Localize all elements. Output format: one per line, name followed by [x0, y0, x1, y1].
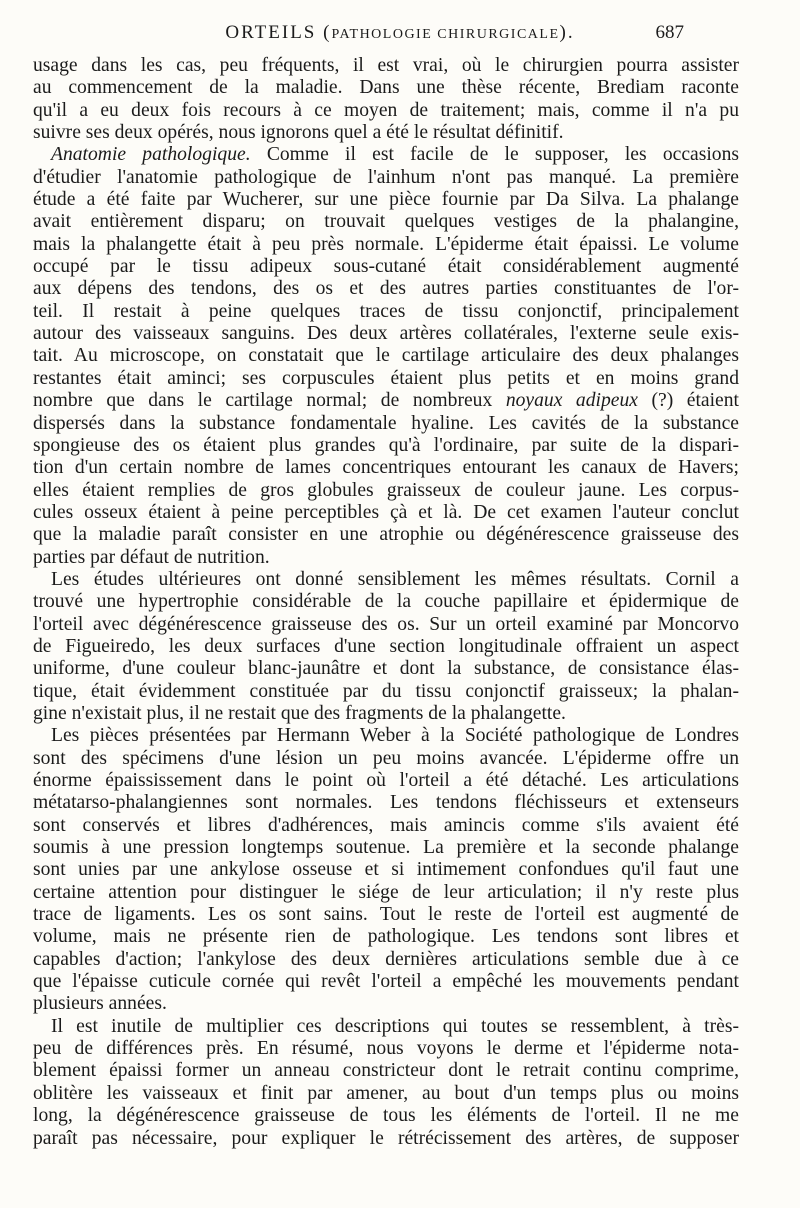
text-line: trouvé une hypertrophie considérable de la couche papillaire et épidermique de: [33, 591, 739, 613]
title-end: ).: [559, 22, 575, 43]
section-heading-line: [33, 144, 739, 166]
text-line: suivre ses deux opérés, nous ignorons quel a été le résultat définitif.: [33, 122, 564, 144]
body-text: [33, 55, 739, 1150]
text-line: certaine attention pour distinguer le siége de leur articulation; il n'y reste plus: [33, 881, 739, 903]
section-heading: Anatomie pathologique.: [51, 144, 251, 166]
text-line: Les études ultérieures ont donné sensiblement les mêmes résultats. Cornil a: [51, 568, 739, 590]
text-line: volume, mais ne présente rien de pathologique. Les tendons sont libres et: [33, 926, 739, 948]
text-line: qu'il a eu deux fois recours à ce moyen de traitement; mais, comme il n'a pu: [33, 99, 739, 121]
running-header: [0, 22, 800, 48]
text-line: de Figueiredo, les deux surfaces d'une section longitudinale offraient un aspect: [33, 635, 739, 657]
text-line: plusieurs années.: [33, 993, 167, 1015]
text-line: occupé par le tissu adipeux sous-cutané était considérablement augmenté: [33, 256, 739, 278]
text-line: capables d'action; l'ankylose des deux dernières articulations semble due à ce: [33, 948, 739, 970]
text-line: parties par défaut de nutrition.: [33, 546, 270, 568]
text-line: elles étaient remplies de gros globules graisseux de couleur jaune. Les corpus-: [33, 479, 739, 501]
text-line: nombre que dans le cartilage normal; de nombreux noyaux adipeux (?) étaient: [33, 390, 739, 412]
title-sub: PATHOLOGIE CHIRURGICALE: [331, 27, 560, 42]
text-line: uniforme, d'une couleur blanc-jaunâtre et dont la substance, de consistance élas-: [33, 658, 739, 680]
text-line: gine n'existait plus, il ne restait que des fragments de la phalangette.: [33, 702, 566, 724]
text-line: l'orteil avec dégénérescence graisseuse des os. Sur un orteil examiné par Moncorvo: [33, 613, 739, 635]
text-line: usage dans les cas, peu fréquents, il est vrai, où le chirurgien pourra assister: [33, 55, 739, 76]
text-line: mais la phalangette était à peu près normale. L'épiderme était épaissi. Le volume: [33, 233, 739, 255]
text-line: que l'épaisse cuticule cornée qui revêt l'orteil a empêché les mouvements pendant: [33, 971, 739, 993]
text-line: autour des vaisseaux sanguins. Des deux artères collatérales, l'externe seule exis-: [33, 323, 739, 345]
text-line: étude a été faite par Wucherer, sur une pièce fournie par Da Silva. La phalange: [33, 189, 739, 211]
text-line: que la maladie paraît consister en une atrophie ou dégénérescence graisseuse des: [33, 524, 739, 546]
text-line: oblitère les vaisseaux et finit par amener, au bout d'un temps plus ou moins: [33, 1082, 739, 1104]
text-line: cules osseux étaient à peine perceptibles çà et là. De cet examen l'auteur conclut: [33, 501, 739, 523]
text-line: au commencement de la maladie. Dans une thèse récente, Brediam raconte: [33, 77, 739, 99]
text-line: restantes était aminci; ses corpuscules étaient plus petits et en moins grand: [33, 367, 739, 389]
text-line: sont conservés et libres d'adhérences, mais amincis comme s'ils avaient été: [33, 814, 739, 836]
text-line: métatarso-phalangiennes sont normales. Les tendons fléchisseurs et extenseurs: [33, 792, 739, 814]
text-line: long, la dégénérescence graisseuse de tous les éléments de l'orteil. Il ne me: [33, 1105, 739, 1127]
text-line: sont des spécimens d'une lésion un peu moins avancée. L'épiderme offre un: [33, 747, 739, 769]
text-line: soumis à une pression longtemps soutenue. La première et la seconde phalange: [33, 837, 739, 859]
text-line: tique, était évidemment constituée par du tissu conjonctif graisseux; la phalan-: [33, 680, 739, 702]
page-number: 687: [655, 22, 684, 43]
text-line: Il est inutile de multiplier ces descriptions qui toutes se ressemblent, à très-: [51, 1015, 739, 1037]
text-line: sont unies par une ankylose osseuse et si intimement confondues qu'il faut une: [33, 859, 739, 881]
text-line: spongieuse des os étaient plus grandes qu'à l'ordinaire, par suite de la dispari-: [33, 434, 739, 456]
text-line: peu de différences près. En résumé, nous voyons le derme et l'épiderme nota-: [33, 1038, 739, 1060]
text-line: paraît pas nécessaire, pour expliquer le rétrécissement des artères, de supposer: [33, 1127, 739, 1149]
text-line: tait. Au microscope, on constatait que le cartilage articulaire des deux phalanges: [33, 345, 739, 367]
text-line: avait entièrement disparu; on trouvait quelques vestiges de la phalangine,: [33, 211, 739, 233]
text-line: énorme épaississement dans le point où l'orteil a été détaché. Les articulations: [33, 770, 739, 791]
text-line: d'étudier l'anatomie pathologique de l'ainhum n'ont pas manqué. La première: [33, 166, 739, 188]
text-line: blement épaissi former un anneau constricteur dont le retrait continu comprime,: [33, 1060, 739, 1082]
title-main: ORTEILS (: [225, 22, 332, 43]
text-line: aux dépens des tendons, des os et des autres parties constituantes de l'or-: [33, 278, 739, 300]
text-line: teil. Il restait à peine quelques traces de tissu conjonctif, principalement: [33, 300, 739, 322]
text-line: tion d'un certain nombre de lames concentriques entourant les canaux de Havers;: [33, 457, 739, 479]
text-line: dispersés dans la substance fondamentale hyaline. Les cavités de la substance: [33, 412, 739, 434]
text-line: Comme il est facile de le supposer, les occasions: [250, 144, 739, 166]
text-line: trace de ligaments. Les os sont sains. Tout le reste de l'orteil est augmenté de: [33, 904, 739, 926]
text-line: Les pièces présentées par Hermann Weber à la Société pathologique de Londres: [51, 725, 739, 747]
